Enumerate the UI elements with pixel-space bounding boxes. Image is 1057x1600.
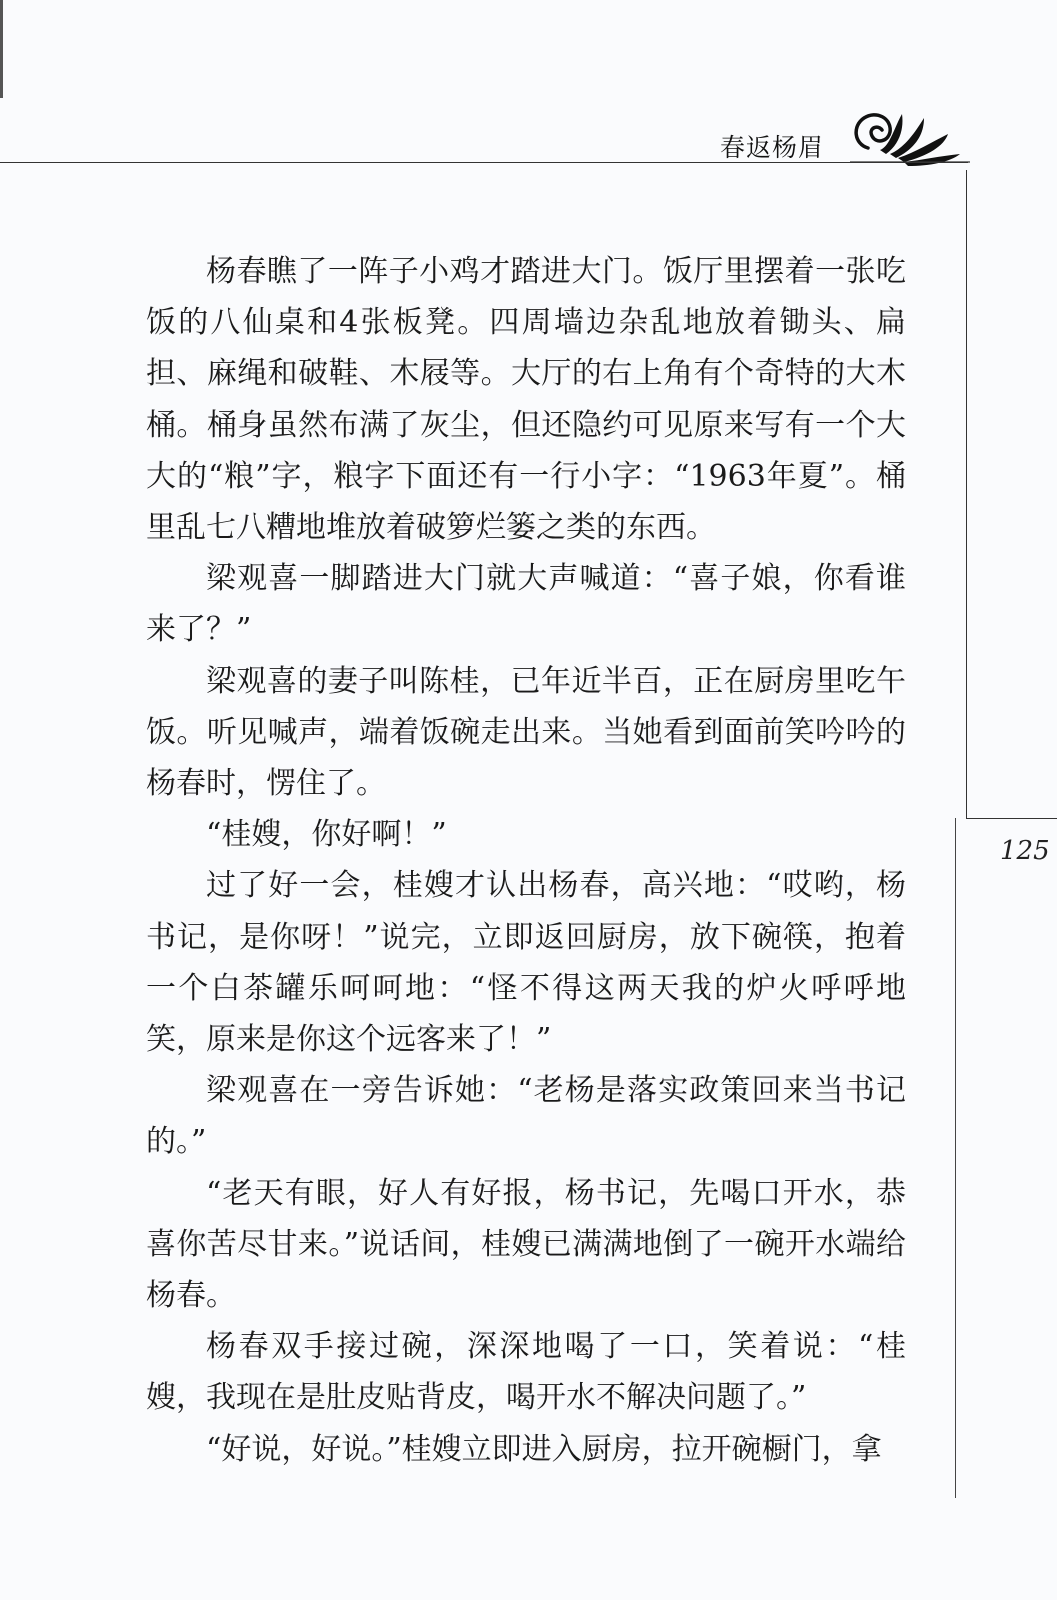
body-text (146, 246, 906, 1475)
page-number: 125 (1000, 836, 1050, 866)
page-number-rule (966, 818, 1057, 819)
paragraph: 梁观喜一脚踏进大门就大声喊道：“喜子娘，你看谁来了？” (146, 561, 906, 648)
left-edge-mark (0, 0, 3, 98)
paragraph: 杨春双手接过碗，深深地喝了一口，笑着说：“桂嫂，我现在是肚皮贴背皮，喝开水不解决问题了。” (146, 1329, 906, 1416)
paragraph: “好说，好说。”桂嫂立即进入厨房，拉开碗橱门，拿 (206, 1431, 882, 1467)
right-border-upper (966, 170, 967, 818)
running-header-title: 春返杨眉 (720, 133, 825, 162)
paragraph: “老天有眼，好人有好报，杨书记，先喝口开水，恭喜你苦尽甘来。”说话间，桂嫂已满满地倒了一碗开水端给杨春。 (146, 1175, 906, 1314)
swirl-ornament-icon (850, 104, 970, 166)
paragraph: 梁观喜在一旁告诉她：“老杨是落实政策回来当书记的。” (146, 1073, 906, 1160)
paragraph: 杨春瞧了一阵子小鸡才踏进大门。饭厅里摆着一张吃饭的八仙桌和4张板凳。四周墙边杂乱地放着锄头、扁担、麻绳和破鞋、木屐等。大厅的右上角有个奇特的大木桶。桶身虽然布满了灰尘，但还隐约可见原来写有一个大大的“粮”字，粮字下面还有一行小字：“1963年夏”。桶里乱七八糟地堆放着破箩烂篓之类的东西。 (146, 254, 906, 546)
paragraph: 梁观喜的妻子叫陈桂，已年近半百，正在厨房里吃午饭。听见喊声，端着饭碗走出来。当她看到面前笑吟吟的杨春时，愣住了。 (146, 663, 906, 802)
paragraph: “桂嫂，你好啊！” (206, 817, 447, 853)
header-rule (0, 162, 968, 163)
right-border-lower (955, 818, 956, 1498)
paragraph: 过了好一会，桂嫂才认出杨春，高兴地：“哎哟，杨书记，是你呀！”说完，立即返回厨房，放下碗筷，抱着一个白茶罐乐呵呵地：“怪不得这两天我的炉火呼呼地笑，原来是你这个远客来了！” (146, 868, 906, 1058)
